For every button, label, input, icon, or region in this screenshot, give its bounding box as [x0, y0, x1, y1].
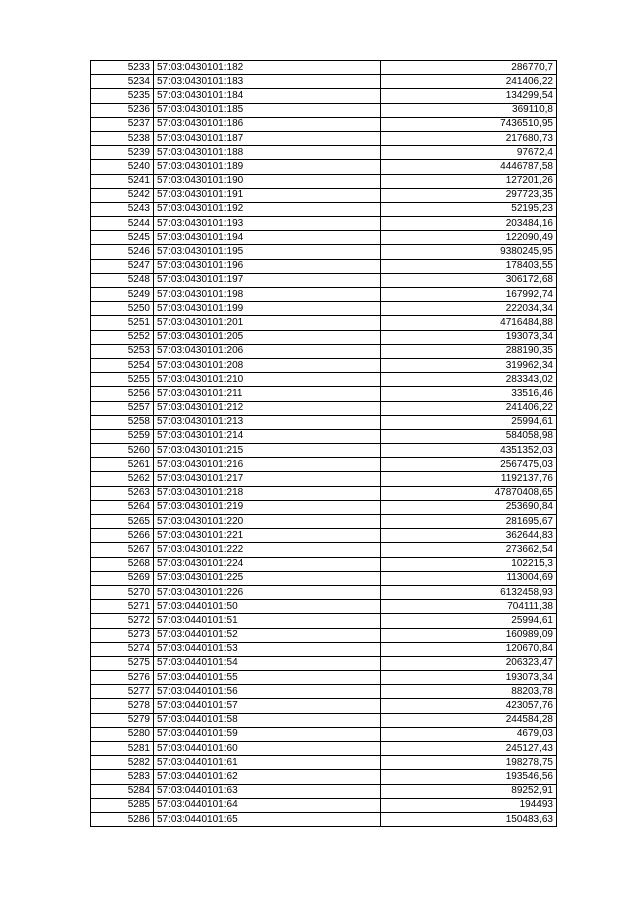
cadastral-number-cell: 57:03:0430101:184 — [154, 89, 381, 103]
value-cell: 1192137,76 — [381, 472, 557, 486]
table-row — [91, 61, 557, 75]
table-row — [91, 699, 557, 713]
table-row — [91, 373, 557, 387]
table-row — [91, 529, 557, 543]
value-cell: 25994,61 — [381, 614, 557, 628]
row-number-cell: 5286 — [91, 812, 154, 826]
cadastral-number-cell: 57:03:0430101:199 — [154, 302, 381, 316]
table-row — [91, 614, 557, 628]
cadastral-value-table — [90, 60, 557, 827]
value-cell: 198278,75 — [381, 756, 557, 770]
cadastral-number-cell: 57:03:0430101:211 — [154, 387, 381, 401]
row-number-cell: 5283 — [91, 770, 154, 784]
value-cell: 9380245,95 — [381, 245, 557, 259]
row-number-cell: 5263 — [91, 486, 154, 500]
row-number-cell: 5266 — [91, 529, 154, 543]
value-cell: 306172,68 — [381, 273, 557, 287]
row-number-cell: 5238 — [91, 131, 154, 145]
cadastral-number-cell: 57:03:0440101:50 — [154, 600, 381, 614]
cadastral-number-cell: 57:03:0430101:220 — [154, 515, 381, 529]
cadastral-number-cell: 57:03:0430101:222 — [154, 543, 381, 557]
value-cell: 25994,61 — [381, 415, 557, 429]
value-cell: 102215,3 — [381, 557, 557, 571]
cadastral-number-cell: 57:03:0430101:210 — [154, 373, 381, 387]
row-number-cell: 5240 — [91, 160, 154, 174]
row-number-cell: 5280 — [91, 727, 154, 741]
row-number-cell: 5272 — [91, 614, 154, 628]
cadastral-number-cell: 57:03:0440101:56 — [154, 685, 381, 699]
value-cell: 127201,26 — [381, 174, 557, 188]
cadastral-number-cell: 57:03:0430101:201 — [154, 316, 381, 330]
row-number-cell: 5268 — [91, 557, 154, 571]
cadastral-number-cell: 57:03:0430101:185 — [154, 103, 381, 117]
table-row — [91, 812, 557, 826]
row-number-cell: 5251 — [91, 316, 154, 330]
value-cell: 704111,38 — [381, 600, 557, 614]
cadastral-number-cell: 57:03:0430101:186 — [154, 117, 381, 131]
row-number-cell: 5248 — [91, 273, 154, 287]
row-number-cell: 5267 — [91, 543, 154, 557]
table-row — [91, 543, 557, 557]
row-number-cell: 5277 — [91, 685, 154, 699]
table-row — [91, 727, 557, 741]
row-number-cell: 5275 — [91, 656, 154, 670]
cadastral-number-cell: 57:03:0430101:219 — [154, 500, 381, 514]
value-cell: 4679,03 — [381, 727, 557, 741]
value-cell: 113004,69 — [381, 571, 557, 585]
row-number-cell: 5265 — [91, 515, 154, 529]
row-number-cell: 5284 — [91, 784, 154, 798]
cadastral-number-cell: 57:03:0440101:51 — [154, 614, 381, 628]
row-number-cell: 5262 — [91, 472, 154, 486]
value-cell: 362644,83 — [381, 529, 557, 543]
value-cell: 283343,02 — [381, 373, 557, 387]
table-row — [91, 713, 557, 727]
value-cell: 178403,55 — [381, 259, 557, 273]
value-cell: 193546,56 — [381, 770, 557, 784]
table-row — [91, 146, 557, 160]
cadastral-number-cell: 57:03:0440101:63 — [154, 784, 381, 798]
row-number-cell: 5256 — [91, 387, 154, 401]
table-row — [91, 401, 557, 415]
table-row — [91, 458, 557, 472]
row-number-cell: 5274 — [91, 642, 154, 656]
table-row — [91, 472, 557, 486]
value-cell: 6132458,93 — [381, 585, 557, 599]
row-number-cell: 5285 — [91, 798, 154, 812]
value-cell: 241406,22 — [381, 75, 557, 89]
table-row — [91, 202, 557, 216]
cadastral-number-cell: 57:03:0430101:190 — [154, 174, 381, 188]
cadastral-number-cell: 57:03:0430101:214 — [154, 429, 381, 443]
value-cell: 222034,34 — [381, 302, 557, 316]
cadastral-number-cell: 57:03:0430101:196 — [154, 259, 381, 273]
table-row — [91, 358, 557, 372]
value-cell: 160989,09 — [381, 628, 557, 642]
table-row — [91, 429, 557, 443]
table-row — [91, 742, 557, 756]
row-number-cell: 5259 — [91, 429, 154, 443]
value-cell: 203484,16 — [381, 217, 557, 231]
value-cell: 253690,84 — [381, 500, 557, 514]
cadastral-number-cell: 57:03:0430101:189 — [154, 160, 381, 174]
cadastral-number-cell: 57:03:0440101:64 — [154, 798, 381, 812]
table-row — [91, 756, 557, 770]
table-row — [91, 174, 557, 188]
cadastral-number-cell: 57:03:0430101:221 — [154, 529, 381, 543]
row-number-cell: 5235 — [91, 89, 154, 103]
cadastral-number-cell: 57:03:0430101:197 — [154, 273, 381, 287]
table-row — [91, 273, 557, 287]
value-cell: 584058,98 — [381, 429, 557, 443]
value-cell: 423057,76 — [381, 699, 557, 713]
table-row — [91, 316, 557, 330]
table-row — [91, 245, 557, 259]
value-cell: 7436510,95 — [381, 117, 557, 131]
cadastral-number-cell: 57:03:0440101:55 — [154, 671, 381, 685]
cadastral-number-cell: 57:03:0430101:212 — [154, 401, 381, 415]
cadastral-number-cell: 57:03:0430101:215 — [154, 444, 381, 458]
table-row — [91, 330, 557, 344]
cadastral-number-cell: 57:03:0440101:61 — [154, 756, 381, 770]
table-row — [91, 486, 557, 500]
cadastral-number-cell: 57:03:0440101:52 — [154, 628, 381, 642]
row-number-cell: 5273 — [91, 628, 154, 642]
cadastral-number-cell: 57:03:0430101:191 — [154, 188, 381, 202]
cadastral-number-cell: 57:03:0430101:187 — [154, 131, 381, 145]
table-row — [91, 75, 557, 89]
row-number-cell: 5234 — [91, 75, 154, 89]
table-row — [91, 784, 557, 798]
value-cell: 97672,4 — [381, 146, 557, 160]
table-row — [91, 217, 557, 231]
value-cell: 288190,35 — [381, 344, 557, 358]
table-row — [91, 259, 557, 273]
row-number-cell: 5237 — [91, 117, 154, 131]
value-cell: 286770,7 — [381, 61, 557, 75]
cadastral-number-cell: 57:03:0440101:60 — [154, 742, 381, 756]
cadastral-number-cell: 57:03:0430101:194 — [154, 231, 381, 245]
row-number-cell: 5233 — [91, 61, 154, 75]
row-number-cell: 5260 — [91, 444, 154, 458]
row-number-cell: 5249 — [91, 288, 154, 302]
row-number-cell: 5246 — [91, 245, 154, 259]
table-row — [91, 798, 557, 812]
cadastral-number-cell: 57:03:0430101:182 — [154, 61, 381, 75]
row-number-cell: 5258 — [91, 415, 154, 429]
table-row — [91, 628, 557, 642]
value-cell: 241406,22 — [381, 401, 557, 415]
table-row — [91, 585, 557, 599]
value-cell: 217680,73 — [381, 131, 557, 145]
cadastral-number-cell: 57:03:0440101:54 — [154, 656, 381, 670]
table-row — [91, 387, 557, 401]
table-row — [91, 671, 557, 685]
value-cell: 2567475,03 — [381, 458, 557, 472]
value-cell: 281695,67 — [381, 515, 557, 529]
cadastral-number-cell: 57:03:0430101:216 — [154, 458, 381, 472]
value-cell: 369110,8 — [381, 103, 557, 117]
table-row — [91, 188, 557, 202]
value-cell: 206323,47 — [381, 656, 557, 670]
value-cell: 194493 — [381, 798, 557, 812]
value-cell: 52195,23 — [381, 202, 557, 216]
row-number-cell: 5247 — [91, 259, 154, 273]
table-row — [91, 160, 557, 174]
table-row — [91, 600, 557, 614]
table-row — [91, 131, 557, 145]
row-number-cell: 5236 — [91, 103, 154, 117]
row-number-cell: 5261 — [91, 458, 154, 472]
table-row — [91, 557, 557, 571]
value-cell: 297723,35 — [381, 188, 557, 202]
row-number-cell: 5257 — [91, 401, 154, 415]
cadastral-number-cell: 57:03:0440101:58 — [154, 713, 381, 727]
row-number-cell: 5269 — [91, 571, 154, 585]
cadastral-number-cell: 57:03:0430101:192 — [154, 202, 381, 216]
value-cell: 4716484,88 — [381, 316, 557, 330]
row-number-cell: 5264 — [91, 500, 154, 514]
value-cell: 47870408,65 — [381, 486, 557, 500]
table-row — [91, 103, 557, 117]
row-number-cell: 5255 — [91, 373, 154, 387]
table-row — [91, 231, 557, 245]
cadastral-number-cell: 57:03:0440101:53 — [154, 642, 381, 656]
cadastral-number-cell: 57:03:0430101:205 — [154, 330, 381, 344]
row-number-cell: 5250 — [91, 302, 154, 316]
table-row — [91, 515, 557, 529]
value-cell: 122090,49 — [381, 231, 557, 245]
value-cell: 88203,78 — [381, 685, 557, 699]
table-row — [91, 344, 557, 358]
table-row — [91, 302, 557, 316]
row-number-cell: 5241 — [91, 174, 154, 188]
cadastral-number-cell: 57:03:0430101:224 — [154, 557, 381, 571]
row-number-cell: 5243 — [91, 202, 154, 216]
table-row — [91, 444, 557, 458]
cadastral-number-cell: 57:03:0440101:65 — [154, 812, 381, 826]
cadastral-number-cell: 57:03:0440101:62 — [154, 770, 381, 784]
table-row — [91, 288, 557, 302]
table-row — [91, 656, 557, 670]
table-body — [91, 61, 557, 827]
value-cell: 89252,91 — [381, 784, 557, 798]
row-number-cell: 5281 — [91, 742, 154, 756]
row-number-cell: 5270 — [91, 585, 154, 599]
row-number-cell: 5278 — [91, 699, 154, 713]
value-cell: 193073,34 — [381, 330, 557, 344]
value-cell: 33516,46 — [381, 387, 557, 401]
cadastral-number-cell: 57:03:0430101:218 — [154, 486, 381, 500]
value-cell: 319962,34 — [381, 358, 557, 372]
row-number-cell: 5242 — [91, 188, 154, 202]
table-row — [91, 642, 557, 656]
cadastral-number-cell: 57:03:0430101:195 — [154, 245, 381, 259]
value-cell: 134299,54 — [381, 89, 557, 103]
value-cell: 244584,28 — [381, 713, 557, 727]
value-cell: 245127,43 — [381, 742, 557, 756]
row-number-cell: 5252 — [91, 330, 154, 344]
cadastral-number-cell: 57:03:0430101:193 — [154, 217, 381, 231]
value-cell: 150483,63 — [381, 812, 557, 826]
cadastral-number-cell: 57:03:0430101:206 — [154, 344, 381, 358]
row-number-cell: 5254 — [91, 358, 154, 372]
row-number-cell: 5276 — [91, 671, 154, 685]
row-number-cell: 5245 — [91, 231, 154, 245]
cadastral-number-cell: 57:03:0430101:198 — [154, 288, 381, 302]
table-row — [91, 500, 557, 514]
row-number-cell: 5271 — [91, 600, 154, 614]
row-number-cell: 5282 — [91, 756, 154, 770]
cadastral-number-cell: 57:03:0430101:183 — [154, 75, 381, 89]
value-cell: 120670,84 — [381, 642, 557, 656]
cadastral-number-cell: 57:03:0440101:59 — [154, 727, 381, 741]
table-row — [91, 415, 557, 429]
table-row — [91, 685, 557, 699]
row-number-cell: 5279 — [91, 713, 154, 727]
table-row — [91, 770, 557, 784]
cadastral-number-cell: 57:03:0430101:188 — [154, 146, 381, 160]
cadastral-number-cell: 57:03:0430101:225 — [154, 571, 381, 585]
cadastral-number-cell: 57:03:0430101:208 — [154, 358, 381, 372]
table-row — [91, 571, 557, 585]
row-number-cell: 5244 — [91, 217, 154, 231]
value-cell: 4351352,03 — [381, 444, 557, 458]
cadastral-number-cell: 57:03:0440101:57 — [154, 699, 381, 713]
table-row — [91, 89, 557, 103]
cadastral-number-cell: 57:03:0430101:217 — [154, 472, 381, 486]
cadastral-number-cell: 57:03:0430101:226 — [154, 585, 381, 599]
table-row — [91, 117, 557, 131]
row-number-cell: 5253 — [91, 344, 154, 358]
value-cell: 4446787,58 — [381, 160, 557, 174]
row-number-cell: 5239 — [91, 146, 154, 160]
value-cell: 273662,54 — [381, 543, 557, 557]
value-cell: 193073,34 — [381, 671, 557, 685]
cadastral-number-cell: 57:03:0430101:213 — [154, 415, 381, 429]
value-cell: 167992,74 — [381, 288, 557, 302]
